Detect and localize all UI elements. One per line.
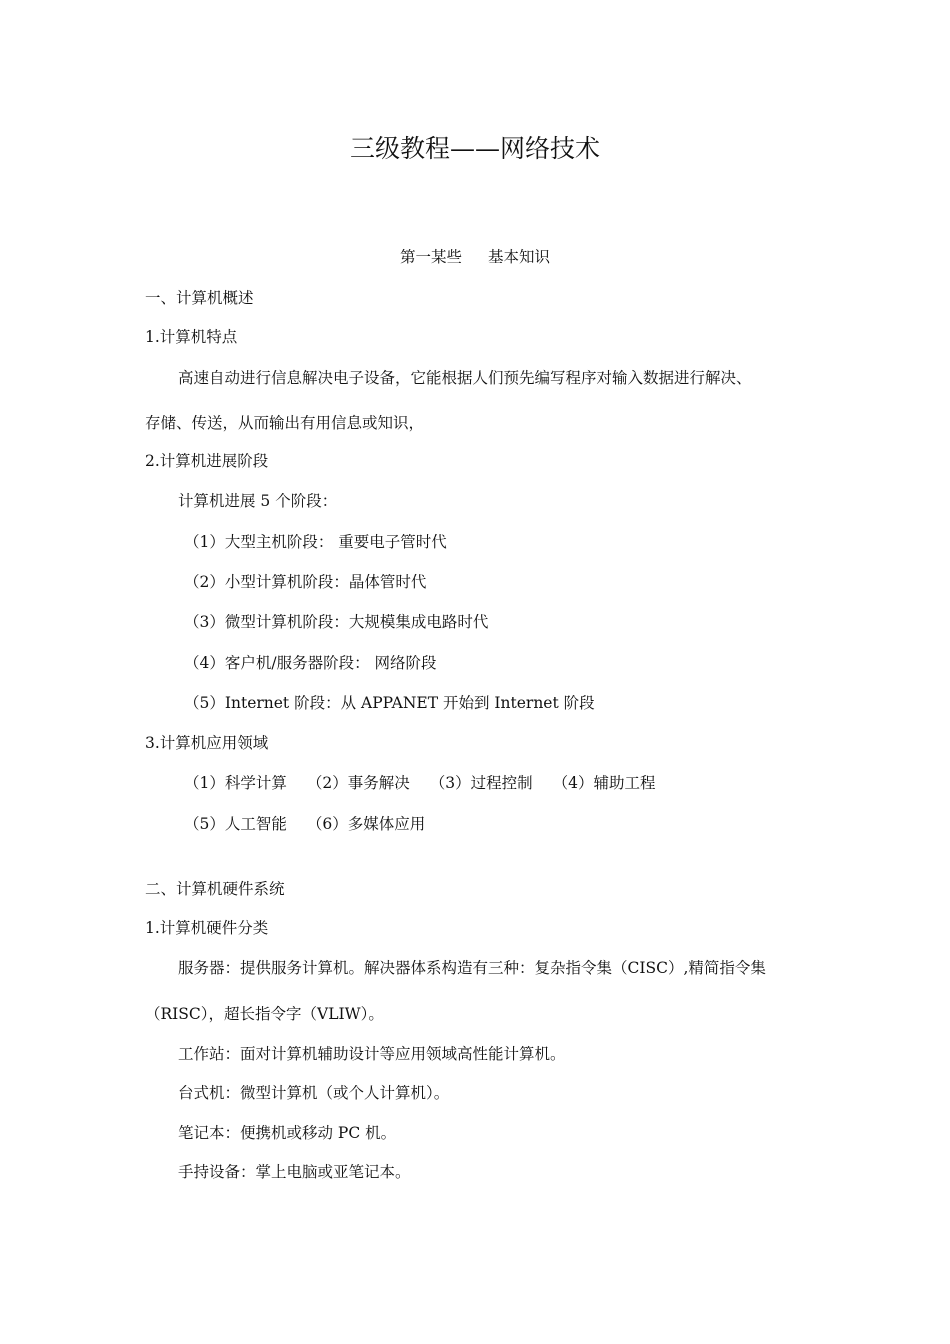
section1-heading: 一、计算机概述 <box>145 289 254 307</box>
document-title: 三级教程——网络技术 <box>349 134 600 163</box>
handheld-line: 手持设备：掌上电脑或亚笔记本。 <box>178 1163 411 1181</box>
server-line1: 服务器：提供服务计算机。解决器体系构造有三种：复杂指令集（CISC）,精简指令集 <box>178 959 766 977</box>
application-item: （2）事务解决 <box>306 774 410 792</box>
server-line2: （RISC），超长指令字（VLIW）。 <box>145 1005 384 1023</box>
section1-sub1-heading: 1.计算机特点 <box>145 328 238 346</box>
section2-sub1-heading: 1.计算机硬件分类 <box>145 919 269 937</box>
application-row-1 <box>184 773 676 793</box>
application-item: （4）辅助工程 <box>552 774 656 792</box>
laptop-line: 笔记本：便携机或移动 PC 机。 <box>178 1124 397 1142</box>
stages-intro: 计算机进展 5 个阶段： <box>178 492 338 510</box>
stage-item: （2）小型计算机阶段：晶体管时代 <box>184 573 427 591</box>
stage-item: （3）微型计算机阶段：大规模集成电路时代 <box>184 613 489 631</box>
application-item: （1）科学计算 <box>184 774 287 792</box>
stage-item: （4）客户机/服务器阶段： 网络阶段 <box>184 654 437 672</box>
application-item: （3）过程控制 <box>429 774 533 792</box>
chapter-heading <box>0 247 950 267</box>
application-item: （6）多媒体应用 <box>306 815 426 833</box>
desktop-line: 台式机：微型计算机（或个人计算机）。 <box>178 1084 450 1102</box>
feature-paragraph-line2: 存储、传送，从而输出有用信息或知识， <box>145 414 425 432</box>
section1-sub3-heading: 3.计算机应用领域 <box>145 734 269 752</box>
application-row-2 <box>184 814 445 834</box>
stage-item: （5）Internet 阶段：从 APPANET 开始到 Internet 阶段 <box>184 694 595 712</box>
section2-heading: 二、计算机硬件系统 <box>145 880 285 898</box>
feature-paragraph-line1: 高速自动进行信息解决电子设备，它能根据人们预先编写程序对输入数据进行解决、 <box>178 369 752 387</box>
chapter-name: 基本知识 <box>488 248 551 266</box>
workstation-line: 工作站：面对计算机辅助设计等应用领域高性能计算机。 <box>178 1045 566 1063</box>
chapter-number: 第一某些 <box>399 248 462 266</box>
application-item: （5）人工智能 <box>184 815 287 833</box>
stage-item: （1）大型主机阶段： 重要电子管时代 <box>184 533 447 551</box>
section1-sub2-heading: 2.计算机进展阶段 <box>145 452 269 470</box>
